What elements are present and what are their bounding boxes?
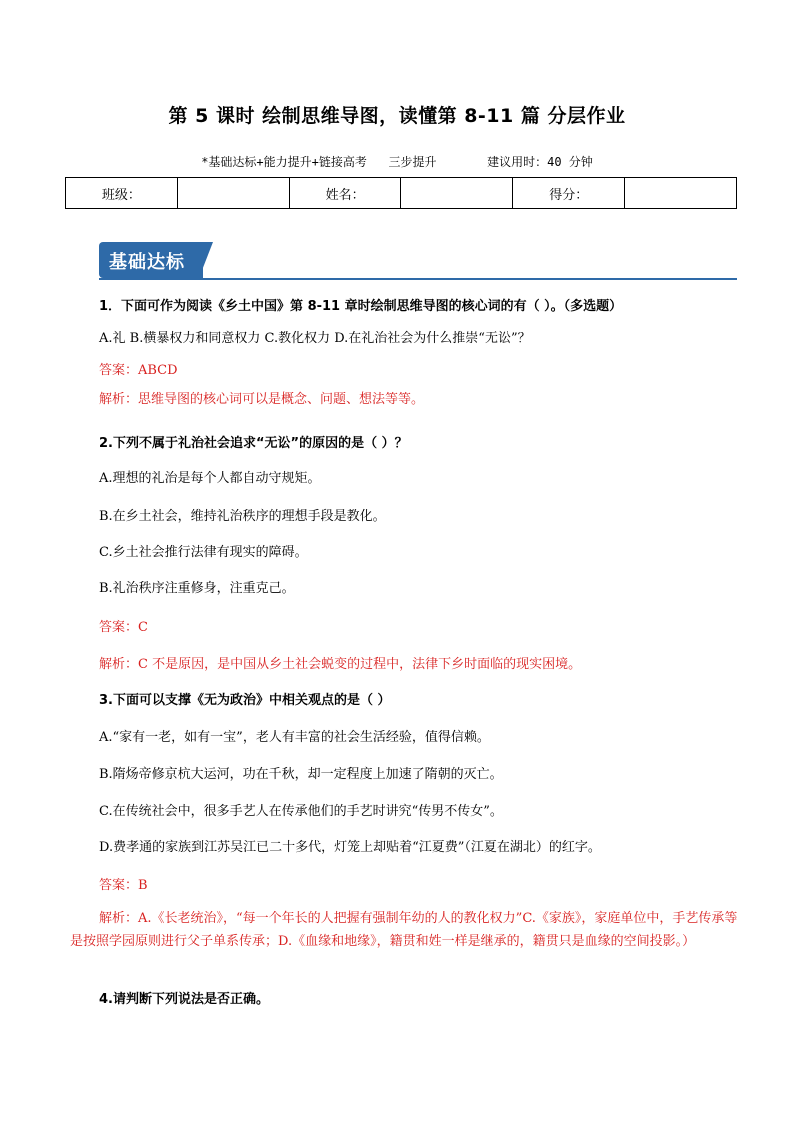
student-info-table (65, 177, 737, 209)
score-label: 得分： (513, 178, 625, 209)
class-label: 班级： (66, 178, 178, 209)
name-label: 姓名： (289, 178, 401, 209)
q3-stem: 3.下面可以支撑《无为政治》中相关观点的是（ ） (99, 693, 391, 708)
q1-options: A.礼 B.横暴权力和同意权力 C.教化权力 D.在礼治社会为什么推崇“无讼”？ (99, 331, 531, 346)
q2-option-c: C.乡土社会推行法律有现实的障碍。 (99, 545, 308, 560)
q3-analysis: 解析：A.《长老统治》，“每一个年长的人把握有强制年幼的人的教化权力”C.《家族》，家庭单位中，手艺传承等是按照学园原则进行父子单系传承；D.《血缘和地缘》，籍贯和姓一样是继承的，籍贯只是血缘的空间投影。） (70, 911, 738, 949)
q3-option-c: C.在传统社会中，很多手艺人在传承他们的手艺时讲究“传男不传女”。 (99, 804, 503, 819)
q3-answer: 答案：B (99, 878, 148, 893)
q2-option-b: B.在乡土社会，维持礼治秩序的理想手段是教化。 (99, 509, 386, 524)
q3-option-d: D.费孝通的家族到江苏吴江已二十多代，灯笼上却贴着“江夏费”（江夏在湖北）的红字。 (99, 840, 601, 855)
q2-option-a: A.理想的礼治是每个人都自动守规矩。 (99, 471, 321, 486)
q3-option-b: B.隋炀帝修京杭大运河，功在千秋，却一定程度上加速了隋朝的灭亡。 (99, 767, 503, 782)
score-field[interactable] (625, 178, 737, 209)
section-banner (99, 242, 213, 278)
q4-stem: 4.请判断下列说法是否正确。 (99, 992, 269, 1007)
page-title: 第 5 课时 绘制思维导图，读懂第 8-11 篇 分层作业 (168, 105, 626, 127)
section-divider (99, 278, 737, 280)
q3-option-a: A.“家有一老，如有一宝”，老人有丰富的社会生活经验，值得信赖。 (99, 730, 490, 745)
section-label: 基础达标 (109, 252, 185, 273)
q2-option-d: B.礼治秩序注重修身，注重克己。 (99, 581, 295, 596)
q2-stem: 2.下列不属于礼治社会追求“无讼”的原因的是（ ）？ (99, 436, 408, 451)
q2-analysis: 解析：C 不是原因，是中国从乡土社会蜕变的过程中，法律下乡时面临的现实困境。 (99, 657, 582, 672)
q1-answer: 答案：ABCD (99, 363, 178, 378)
q1-analysis: 解析：思维导图的核心词可以是概念、问题、想法等等。 (99, 392, 425, 407)
subtitle: *基础达标+能力提升+链接高考 三步提升 建议用时：40 分钟 (201, 155, 593, 169)
name-field[interactable] (401, 178, 513, 209)
class-field[interactable] (177, 178, 289, 209)
q1-stem: 1．下面可作为阅读《乡土中国》第 8-11 章时绘制思维导图的核心词的有（ ）。（多选题） (99, 299, 623, 314)
q2-answer: 答案：C (99, 620, 148, 635)
